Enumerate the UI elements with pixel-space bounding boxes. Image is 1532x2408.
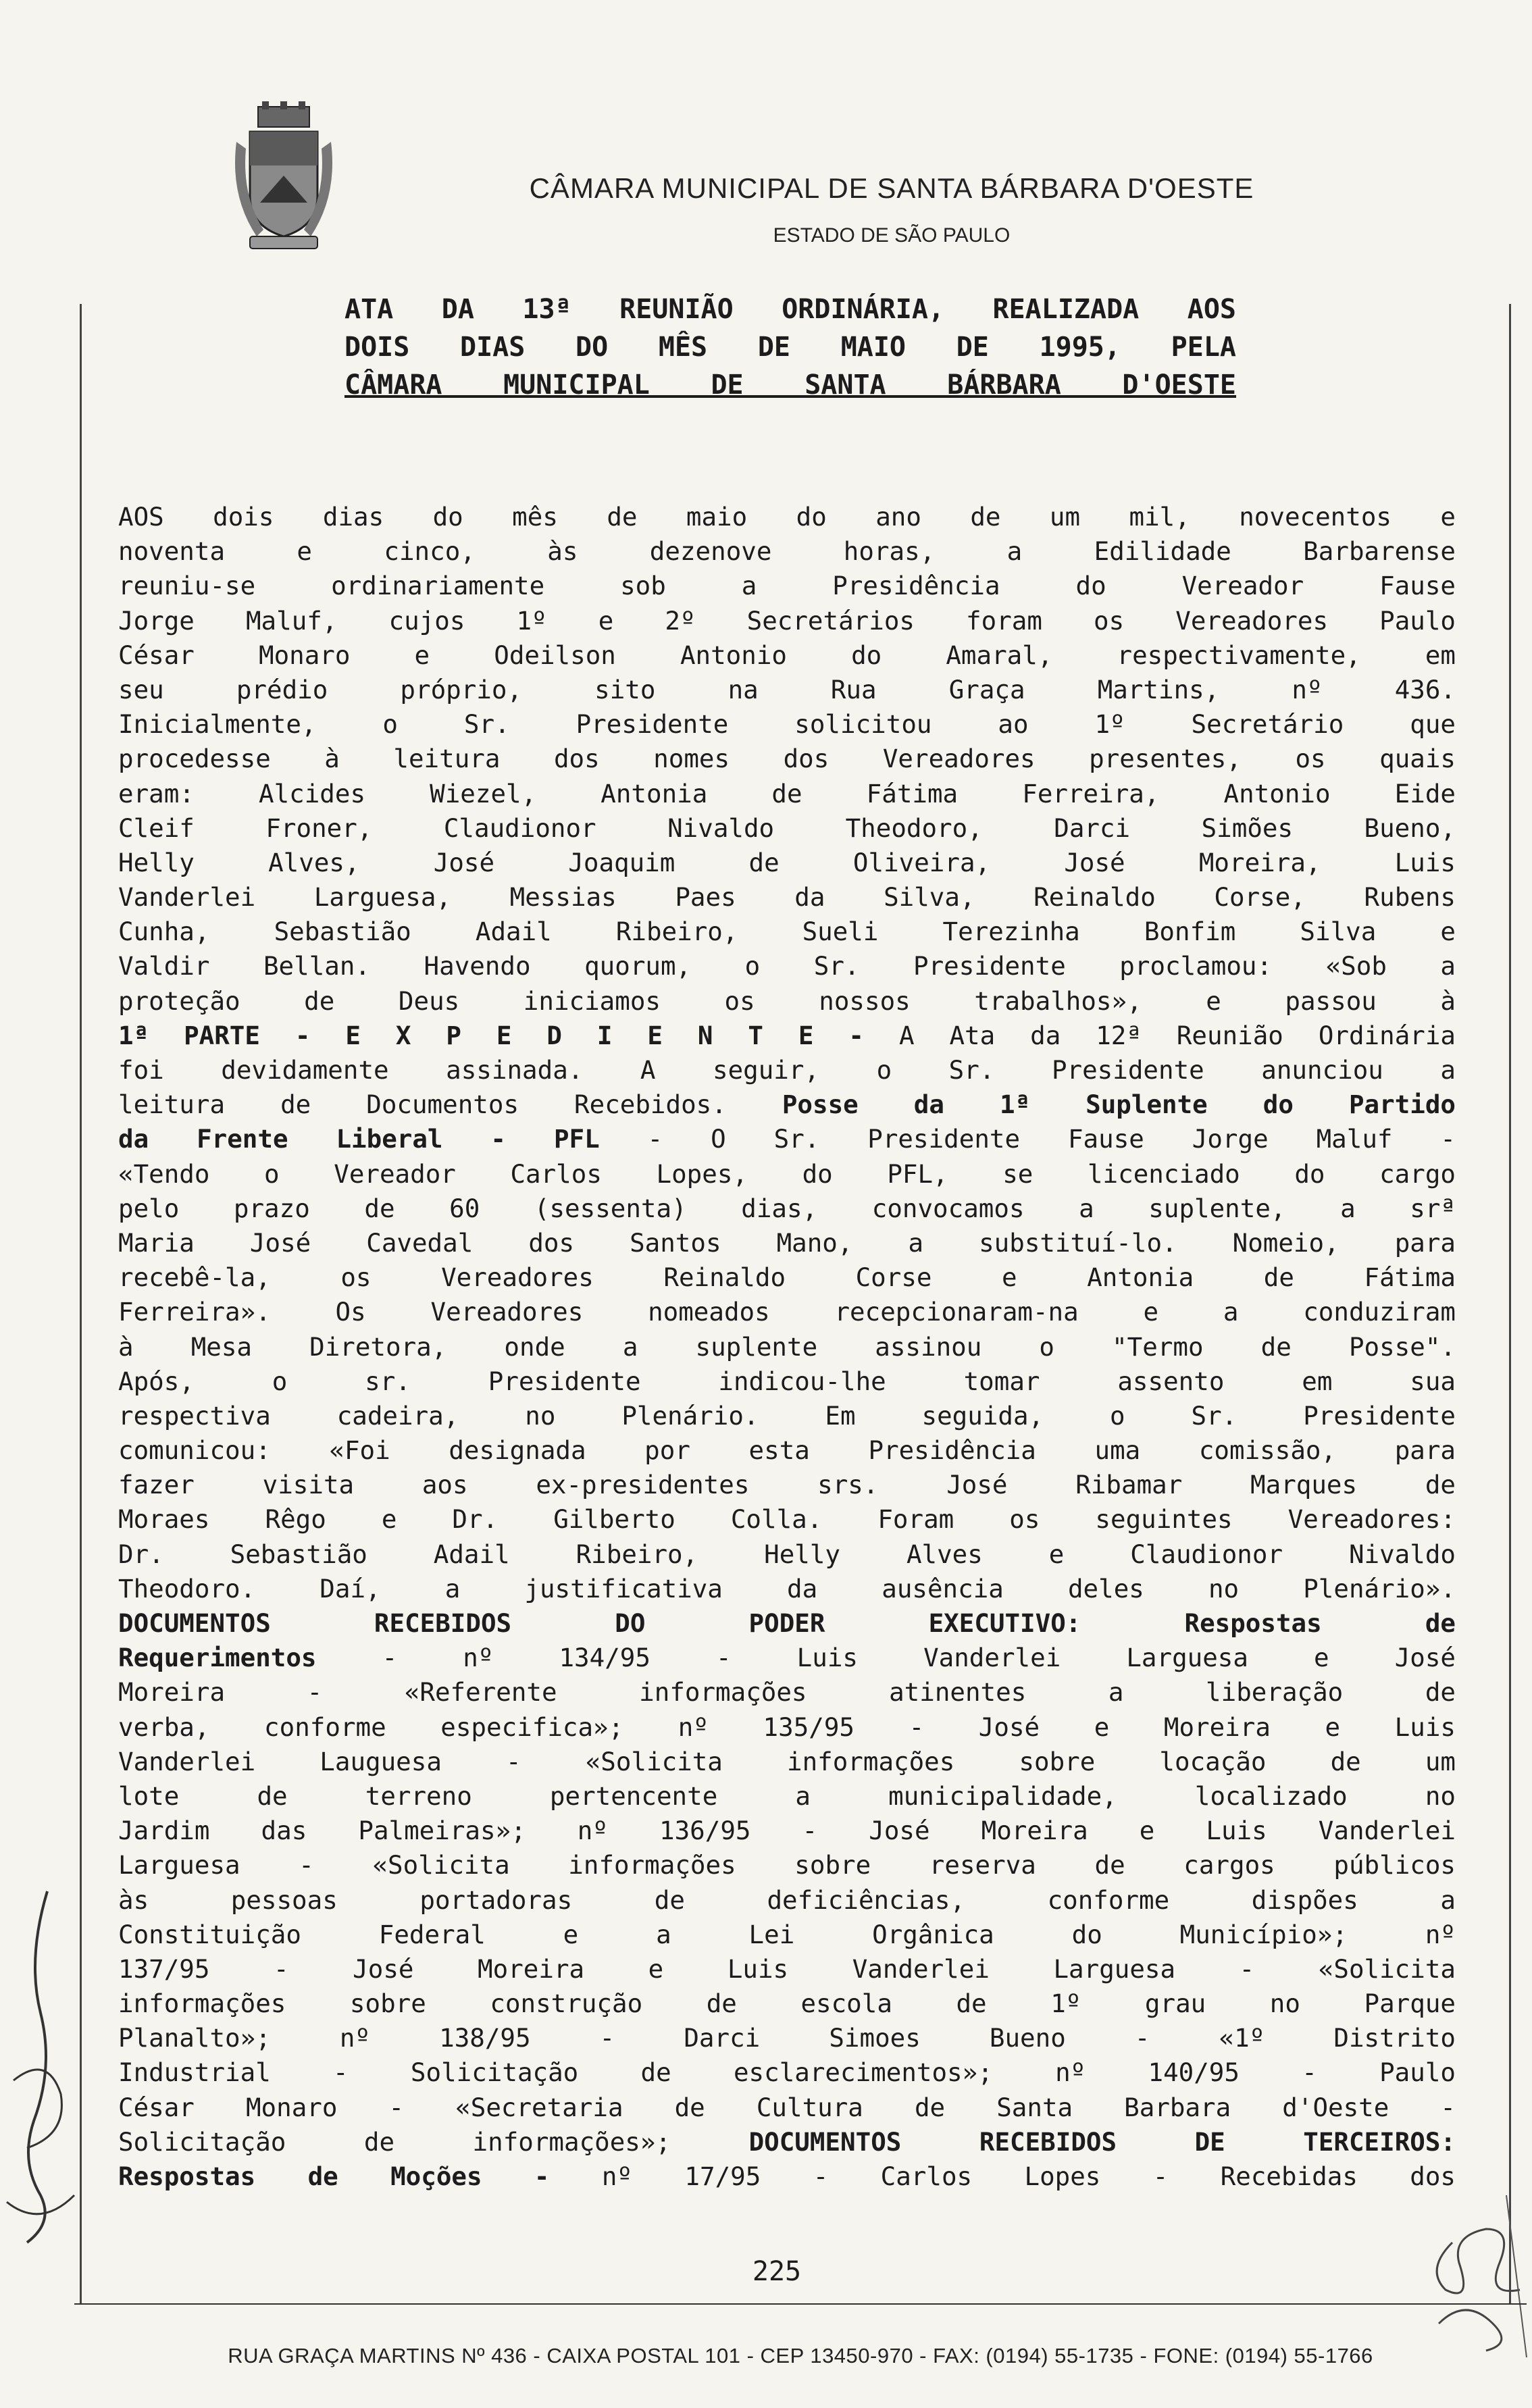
body-line: à Mesa Diretora, onde a suplente assinou o "Termo de Posse". bbox=[118, 1331, 1456, 1362]
section-heading-requerimentos: Requerimentos bbox=[118, 1643, 317, 1673]
body-line: comunicou: «Foi designada por esta Presidência uma comissão, para bbox=[118, 1435, 1456, 1466]
body-line: AOS dois dias do mês de maio do ano de um mil, novecentos e bbox=[118, 502, 1456, 532]
body-line bbox=[118, 2125, 1456, 2159]
section-heading-expediente: 1ª PARTE - E X P E D I E N T E - bbox=[118, 1020, 865, 1050]
body-line: foi devidamente assinada. A seguir, o Sr. Presidente anunciou a bbox=[118, 1055, 1456, 1085]
body-line: eram: Alcides Wiezel, Antonia de Fátima Ferreira, Antonio Eide bbox=[118, 778, 1456, 809]
body-line: Planalto»; nº 138/95 - Darci Simoes Bueno - «1º Distrito bbox=[118, 2023, 1456, 2053]
body-line: lote de terreno pertencente a municipalidade, localizado no bbox=[118, 1781, 1456, 1811]
body-line bbox=[118, 1019, 1456, 1053]
body-line: procedesse à leitura dos nomes dos Vereadores presentes, os quais bbox=[118, 744, 1456, 774]
body-line: Cleif Froner, Claudionor Nivaldo Theodoro, Darci Simões Bueno, bbox=[118, 813, 1456, 843]
body-text: A Ata da 12ª Reunião Ordinária bbox=[898, 1020, 1456, 1050]
body-line: Maria José Cavedal dos Santos Mano, a substituí-lo. Nomeio, para bbox=[118, 1227, 1456, 1258]
body-text: leitura de Documentos Recebidos. bbox=[118, 1090, 727, 1120]
body-line: Dr. Sebastião Adail Ribeiro, Helly Alves e Claudionor Nivaldo bbox=[118, 1539, 1456, 1569]
margin-signature-left bbox=[0, 1878, 81, 2256]
municipal-crest-icon bbox=[230, 101, 338, 257]
body-text: nº 17/95 - Carlos Lopes - Recebidas dos bbox=[601, 2161, 1456, 2191]
body-line: respectiva cadeira, no Plenário. Em seguida, o Sr. Presidente bbox=[118, 1400, 1456, 1431]
body-line: Helly Alves, José Joaquim de Oliveira, José Moreira, Luis bbox=[118, 847, 1456, 877]
right-margin-rule bbox=[1509, 304, 1511, 2303]
body-line: informações sobre construção de escola de 1º grau no Parque bbox=[118, 1989, 1456, 2019]
body-line: fazer visita aos ex-presidentes srs. José Ribamar Marques de bbox=[118, 1470, 1456, 1500]
body-line: recebê-la, os Vereadores Reinaldo Corse e Antonia de Fátima bbox=[118, 1262, 1456, 1293]
body-line: noventa e cinco, às dezenove horas, a Edilidade Barbarense bbox=[118, 536, 1456, 567]
body-line: Industrial - Solicitação de esclarecimentos»; nº 140/95 - Paulo bbox=[118, 2057, 1456, 2088]
body-line bbox=[118, 1641, 1456, 1675]
body-line: Cunha, Sebastião Adail Ribeiro, Sueli Terezinha Bonfim Silva e bbox=[118, 917, 1456, 947]
body-line: César Monaro e Odeilson Antonio do Amaral, respectivamente, em bbox=[118, 640, 1456, 670]
section-heading-terceiros: DOCUMENTOS RECEBIDOS DE TERCEIROS: bbox=[748, 2126, 1456, 2157]
body-line: Jorge Maluf, cujos 1º e 2º Secretários foram os Vereadores Paulo bbox=[118, 605, 1456, 636]
body-line: Ferreira». Os Vereadores nomeados recepcionaram-na e a conduziram bbox=[118, 1297, 1456, 1327]
body-line: «Tendo o Vereador Carlos Lopes, do PFL, se licenciado do cargo bbox=[118, 1158, 1456, 1189]
title-line: CÂMARA MUNICIPAL DE SANTA BÁRBARA D'OESTE bbox=[344, 369, 1236, 401]
document-title bbox=[344, 290, 1236, 404]
title-line: DOIS DIAS DO MÊS DE MAIO DE 1995, PELA bbox=[344, 332, 1236, 363]
page-number: 225 bbox=[752, 2256, 802, 2287]
body-line: Theodoro. Daí, a justificativa da ausência deles no Plenário». bbox=[118, 1573, 1456, 1604]
body-line: Inicialmente, o Sr. Presidente solicitou ao 1º Secretário que bbox=[118, 709, 1456, 740]
body-line: Jardim das Palmeiras»; nº 136/95 - José Moreira e Luis Vanderlei bbox=[118, 1816, 1456, 1846]
minutes-body bbox=[118, 500, 1456, 2194]
body-line: Vanderlei Lauguesa - «Solicita informações sobre locação de um bbox=[118, 1746, 1456, 1776]
body-line bbox=[118, 1087, 1456, 1122]
body-line: Após, o sr. Presidente indicou-lhe tomar assento em sua bbox=[118, 1366, 1456, 1396]
body-line bbox=[118, 1122, 1456, 1156]
body-line: Valdir Bellan. Havendo quorum, o Sr. Presidente proclamou: «Sob a bbox=[118, 951, 1456, 981]
body-line: 137/95 - José Moreira e Luis Vanderlei Larguesa - «Solicita bbox=[118, 1953, 1456, 1984]
section-heading-executivo: DOCUMENTOS RECEBIDOS DO PODER EXECUTIVO: Respostas de bbox=[118, 1608, 1456, 1638]
organization-name: CÂMARA MUNICIPAL DE SANTA BÁRBARA D'OESTE bbox=[529, 172, 1254, 204]
body-line: seu prédio próprio, sito na Rua Graça Martins, nº 436. bbox=[118, 674, 1456, 705]
body-line: pelo prazo de 60 (sessenta) dias, convocamos a suplente, a srª bbox=[118, 1193, 1456, 1223]
body-line: Moreira - «Referente informações atinentes a liberação de bbox=[118, 1677, 1456, 1708]
body-line: às pessoas portadoras de deficiências, conforme dispões a bbox=[118, 1885, 1456, 1915]
section-heading-mocoes: Respostas de Moções - bbox=[118, 2161, 550, 2191]
body-line bbox=[118, 2159, 1456, 2194]
body-line: verba, conforme especifica»; nº 135/95 - José e Moreira e Luis bbox=[118, 1712, 1456, 1742]
body-text: - nº 134/95 - Luis Vanderlei Larguesa e José bbox=[382, 1643, 1456, 1673]
section-heading-posse: Posse da 1ª Suplente do Partido bbox=[782, 1090, 1456, 1120]
footer-address: RUA GRAÇA MARTINS Nº 436 - CAIXA POSTAL 101 - CEP 13450-970 - FAX: (0194) 55-1735 - FONE: (0194) 55-1766 bbox=[228, 2344, 1373, 2367]
body-line: Moraes Rêgo e Dr. Gilberto Colla. Foram os seguintes Vereadores: bbox=[118, 1504, 1456, 1535]
body-text: - O Sr. Presidente Fause Jorge Maluf - bbox=[647, 1124, 1456, 1154]
body-line: Vanderlei Larguesa, Messias Paes da Silva, Reinaldo Corse, Rubens bbox=[118, 882, 1456, 913]
section-heading-posse-cont: da Frente Liberal - PFL bbox=[118, 1124, 600, 1154]
body-line: proteção de Deus iniciamos os nossos trabalhos», e passou à bbox=[118, 985, 1456, 1016]
body-line: Constituição Federal e a Lei Orgânica do Município»; nº bbox=[118, 1919, 1456, 1949]
body-line: Larguesa - «Solicita informações sobre reserva de cargos públicos bbox=[118, 1850, 1456, 1880]
body-line: reuniu-se ordinariamente sob a Presidência do Vereador Fause bbox=[118, 571, 1456, 601]
margin-signature-right bbox=[1412, 2188, 1532, 2364]
footer-divider bbox=[74, 2303, 1527, 2305]
title-line: ATA DA 13ª REUNIÃO ORDINÁRIA, REALIZADA AOS bbox=[344, 294, 1236, 325]
body-text: Solicitação de informações»; bbox=[118, 2126, 671, 2157]
body-line: César Monaro - «Secretaria de Cultura de Santa Barbara d'Oeste - bbox=[118, 2092, 1456, 2122]
organization-state: ESTADO DE SÃO PAULO bbox=[773, 224, 1011, 247]
